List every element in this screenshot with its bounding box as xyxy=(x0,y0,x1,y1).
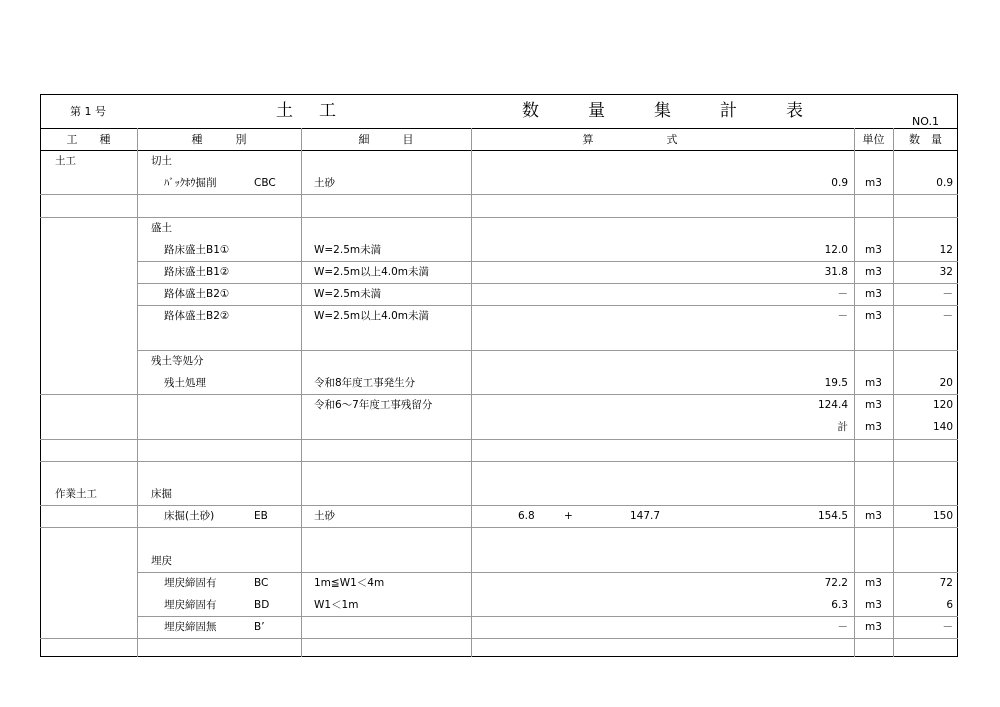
title-char: 量 xyxy=(588,101,605,121)
cell-saimoku: W1＜1m xyxy=(314,599,359,611)
cell-calc-op: + xyxy=(564,510,573,523)
cell-saimoku: 土砂 xyxy=(314,510,335,523)
cell-result: 31.8 xyxy=(824,266,848,278)
row-divider xyxy=(137,638,958,639)
col-header-qty: 数 量 xyxy=(909,132,942,146)
cell-result: － xyxy=(837,288,848,301)
page-number: NO.1 xyxy=(912,115,939,128)
cell-shubetsu: 残土処理 xyxy=(164,377,206,389)
title-char: 表 xyxy=(786,101,803,121)
cell-saimoku: W=2.5m以上4.0m未満 xyxy=(314,266,430,278)
cell-code: EB xyxy=(254,510,268,523)
row-divider xyxy=(137,217,958,218)
cell-shubetsu: 床掘 xyxy=(151,488,172,500)
cell-calc-a: 6.8 xyxy=(518,510,535,523)
cell-qty: 0.9 xyxy=(936,177,953,190)
cell-koushu: 作業土工 xyxy=(55,488,97,500)
cell-shubetsu: 路体盛土B2① xyxy=(164,288,230,301)
row-divider xyxy=(40,394,137,395)
row-divider xyxy=(137,283,958,284)
cell-result: － xyxy=(837,621,848,634)
row-divider xyxy=(137,394,958,395)
row-divider xyxy=(40,505,137,506)
title-char: 工 xyxy=(319,101,336,121)
cell-unit: m3 xyxy=(865,421,882,434)
row-divider xyxy=(40,194,137,195)
column-divider xyxy=(137,128,138,657)
row-divider xyxy=(137,572,958,573)
row-divider xyxy=(137,616,958,617)
cell-qty: 20 xyxy=(939,377,953,389)
cell-shubetsu: 路体盛土B2② xyxy=(164,310,230,323)
title-char: 計 xyxy=(720,101,737,121)
row-divider xyxy=(137,261,958,262)
col-header-sanshiki: 算 xyxy=(582,132,594,146)
cell-result: 計 xyxy=(837,421,848,434)
row-divider xyxy=(40,638,137,639)
cell-qty: 32 xyxy=(939,266,953,278)
cell-shubetsu: ﾊﾞｯｸﾎｳ掘削 xyxy=(164,177,217,190)
cell-saimoku: 土砂 xyxy=(314,177,335,190)
cell-unit: m3 xyxy=(865,177,882,190)
cell-shubetsu: 埋戻締固有 xyxy=(164,576,217,589)
cell-shubetsu: 埋戻締固有 xyxy=(164,599,217,611)
cell-qty: 12 xyxy=(939,243,953,256)
row-divider xyxy=(137,439,958,440)
cell-saimoku: W=2.5m未満 xyxy=(314,288,382,301)
cell-saimoku: W=2.5m未満 xyxy=(314,243,382,256)
row-divider xyxy=(137,350,958,351)
row-divider xyxy=(137,505,958,506)
cell-qty: － xyxy=(942,288,953,301)
cell-qty: 150 xyxy=(932,510,953,523)
cell-saimoku: 令和8年度工事発生分 xyxy=(314,377,416,389)
cell-saimoku: W=2.5m以上4.0m未満 xyxy=(314,310,430,323)
cell-unit: m3 xyxy=(865,243,882,256)
cell-unit: m3 xyxy=(865,266,882,278)
cell-result: － xyxy=(837,310,848,323)
cell-code: CBC xyxy=(254,177,276,190)
cell-qty: － xyxy=(942,310,953,323)
sheet-number: 第 1 号 xyxy=(70,105,106,118)
cell-unit: m3 xyxy=(865,288,882,301)
col-header-unit: 単位 xyxy=(862,132,885,146)
row-divider xyxy=(137,194,958,195)
cell-unit: m3 xyxy=(865,310,882,323)
cell-result: 72.2 xyxy=(824,576,848,589)
cell-code: B’ xyxy=(254,621,265,634)
cell-shubetsu: 残土等処分 xyxy=(151,354,204,367)
cell-result: 6.3 xyxy=(831,599,848,611)
column-divider xyxy=(471,128,472,657)
row-divider xyxy=(40,527,137,528)
row-divider xyxy=(137,305,958,306)
row-divider xyxy=(40,217,137,218)
cell-qty: 72 xyxy=(939,576,953,589)
cell-unit: m3 xyxy=(865,599,882,611)
cell-qty: 120 xyxy=(932,399,953,412)
col-header-koushu: 工 種 xyxy=(66,132,111,146)
header-top-line xyxy=(40,128,958,129)
cell-shubetsu: 路床盛土B1② xyxy=(164,266,230,278)
row-divider xyxy=(137,527,958,528)
cell-shubetsu: 埋戻締固無 xyxy=(164,621,217,634)
header-bottom-line xyxy=(40,150,958,151)
cell-unit: m3 xyxy=(865,510,882,523)
cell-shubetsu: 盛土 xyxy=(151,221,172,234)
cell-calc-b: 147.7 xyxy=(630,510,661,523)
cell-unit: m3 xyxy=(865,621,882,634)
cell-unit: m3 xyxy=(865,377,882,389)
cell-shubetsu: 埋戻 xyxy=(151,554,172,567)
cell-code: BD xyxy=(254,599,270,611)
col-header-saimoku: 細 目 xyxy=(358,132,414,146)
col-header-shubetsu: 種 別 xyxy=(191,132,247,146)
title-char: 集 xyxy=(654,101,671,121)
cell-qty: 140 xyxy=(932,421,953,434)
row-divider xyxy=(40,439,137,440)
cell-code: BC xyxy=(254,576,269,589)
cell-shubetsu: 路床盛土B1① xyxy=(164,243,230,256)
cell-qty: 6 xyxy=(946,599,953,611)
cell-shubetsu: 切土 xyxy=(151,155,172,167)
cell-result: 19.5 xyxy=(824,377,848,389)
cell-saimoku: 令和6～7年度工事残留分 xyxy=(314,399,433,412)
row-divider xyxy=(40,461,958,462)
cell-unit: m3 xyxy=(865,399,882,412)
cell-shubetsu: 床掘(土砂) xyxy=(164,510,215,523)
cell-result: 154.5 xyxy=(817,510,848,523)
col-header-sanshiki: 式 xyxy=(666,132,678,146)
title-char: 土 xyxy=(276,101,293,121)
title-char: 数 xyxy=(522,101,539,121)
cell-result: 124.4 xyxy=(817,399,848,412)
cell-unit: m3 xyxy=(865,576,882,589)
column-divider xyxy=(301,128,302,657)
cell-qty: － xyxy=(942,621,953,634)
cell-saimoku: 1m≦W1＜4m xyxy=(314,576,385,589)
cell-koushu: 土工 xyxy=(55,155,76,167)
row-divider xyxy=(40,461,137,462)
cell-result: 12.0 xyxy=(824,243,848,256)
cell-result: 0.9 xyxy=(831,177,848,190)
